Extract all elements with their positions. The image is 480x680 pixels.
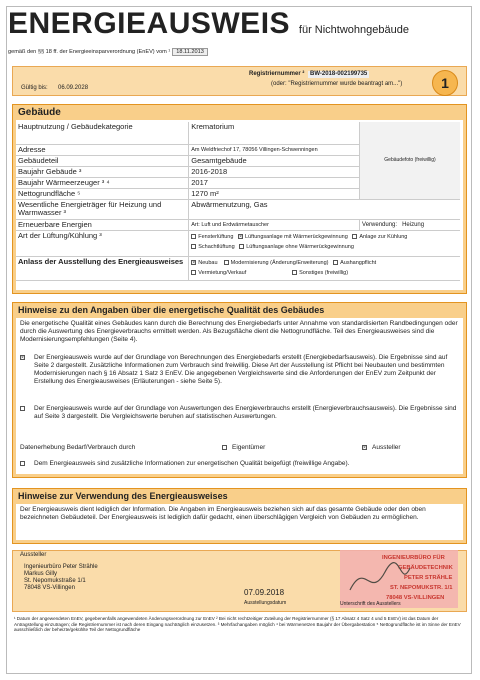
- row-value: 2017: [189, 177, 360, 188]
- signature-mark: [340, 550, 458, 608]
- issuer-line: St. Nepomukstraße 1/1: [24, 578, 86, 584]
- row-value: Art: Luft und Erdwärmetauscher: [189, 219, 360, 230]
- checkbox[interactable]: [191, 234, 196, 239]
- registry-box: [12, 66, 467, 96]
- issue-date-label: Ausstellungsdatum: [244, 600, 287, 606]
- svg-text:GEBÄUDETECHNIK: GEBÄUDETECHNIK: [398, 565, 453, 571]
- issuer-line: Ingenieurbüro Peter Strähle: [24, 564, 98, 570]
- checkbox-checked[interactable]: ×: [21, 355, 24, 361]
- row-label: Gebäudeteil: [16, 155, 189, 166]
- hints-intro: Die energetische Qualität eines Gebäudes kann durch die Berechnung des Energiebedarfs unter Annahme von standardisierten Randbedingungen oder durch die Auswertung des Energieverbrauchs ermittelt werden. Als Bezugsfläche dient die Nettogrundfläche. Teil des Energieausweises sind die Modernisierungsempfehlungen (Seite 4).: [20, 320, 458, 343]
- usage-value: Heizung: [402, 221, 425, 228]
- row-value: 2016-2018: [189, 166, 360, 177]
- regulation-line: gemäß den §§ 18 ff. der Energieeinsparverordnung (EnEV) vom ¹: [8, 49, 171, 55]
- row-value: 1270 m²: [189, 188, 360, 199]
- row-value: Abwärmenutzung, Gas: [189, 199, 460, 219]
- header: [8, 8, 463, 56]
- signature-label: Unterschrift des Ausstellers: [340, 601, 401, 607]
- row-value: Gesamtgebäude: [189, 155, 360, 166]
- checkbox[interactable]: [292, 270, 297, 275]
- row-label: Baujahr Wärmeerzeuger ³ ⁴: [16, 177, 189, 188]
- owner-option: Eigentümer: [232, 444, 266, 451]
- extra-info-option: Dem Energieausweis sind zusätzliche Informationen zur energetischen Qualität beigefügt (freiwillige Angabe).: [34, 460, 350, 467]
- data-collection-label: Datenerhebung Bedarf/Verbrauch durch: [20, 444, 136, 451]
- building-photo: Gebäudefoto (freiwillig): [360, 122, 460, 199]
- checkbox-checked[interactable]: ×: [363, 445, 366, 451]
- registry-note: (oder: "Registriernummer wurde beantragt am..."): [271, 81, 403, 87]
- row-value: Krematorium: [189, 122, 360, 144]
- building-section-title: Gebäude: [18, 107, 61, 118]
- checkbox[interactable]: [20, 461, 25, 466]
- issuer-option: Aussteller: [372, 444, 401, 451]
- hints-option-consumption: Der Energieausweis wurde auf der Grundlage von Auswertungen des Energieverbrauchs erstellt (Energieverbrauchsausweis). Die Ergebnisse sind auf Seite 3 dargestellt. Die Vergleichswerte beruhen auf statistischen Auswertungen.: [34, 405, 457, 420]
- svg-text:PETER STRÄHLE: PETER STRÄHLE: [404, 575, 453, 581]
- row-label: Baujahr Gebäude ³: [16, 166, 189, 177]
- row-label: Wesentliche Energieträger für Heizung und Warmwasser ³: [16, 199, 189, 219]
- hints-title: Hinweise zu den Angaben über die energetische Qualität des Gebäudes: [18, 305, 325, 315]
- issuer-label: Aussteller: [20, 552, 47, 558]
- issue-date: 07.09.2018: [244, 588, 285, 597]
- reason-options: × Neubau Modernisierung (Änderung/Erweiterung) Aushangpflicht Vermietung/Verkauf Sonstiges (freiwillig): [189, 256, 460, 280]
- document-title-suffix: für Nichtwohngebäude: [298, 24, 409, 36]
- svg-text:78048 VS-VILLINGEN: 78048 VS-VILLINGEN: [386, 595, 445, 601]
- registry-number: BW-2018-002199735: [310, 71, 368, 77]
- row-label: Adresse: [16, 144, 189, 155]
- issuer-line: Markus Gilly: [24, 571, 58, 577]
- checkbox[interactable]: [191, 270, 196, 275]
- regulation-date: 18.11.2013: [172, 48, 208, 56]
- checkbox[interactable]: [239, 244, 244, 249]
- issuer-stamp: [340, 550, 458, 608]
- svg-text:INGENIEURBÜRO FÜR: INGENIEURBÜRO FÜR: [382, 555, 445, 561]
- row-label: Nettogrundfläche ⁵: [16, 188, 189, 199]
- checkbox-checked[interactable]: ×: [192, 259, 196, 266]
- row-value: Am Weldfriechof 17, 78056 Villingen-Schwenningen: [189, 144, 360, 155]
- row-label: Hauptnutzung / Gebäudekategorie: [16, 122, 189, 144]
- issuer-line: 78048 VS-Villingen: [24, 585, 75, 591]
- ventilation-label: Art der Lüftung/Kühlung ³: [16, 230, 189, 256]
- page-number-badge: 1: [432, 70, 458, 96]
- checkbox[interactable]: [191, 244, 196, 249]
- checkbox[interactable]: [224, 260, 229, 265]
- valid-until-date: 06.09.2028: [58, 85, 89, 91]
- checkbox[interactable]: [333, 260, 338, 265]
- hints-option-demand: Der Energieausweis wurde auf der Grundlage von Berechnungen des Energiebedarfs erstellt (Energiebedarfsausweis). Die Ergebnisse sind auf Seite 2 dargestellt. Zusätzliche Informationen zum Verbrauch sind freiwillig. Diese Art der Ausstellung ist Pflicht bei Neubauten und bestimmten Modernisierungen nach § 16 Absatz 1 Satz 3 EnEV. Die angegebenen Vergleichswerte sind die Anforderungen der EnEV zum Zeitpunkt der Erstellung des Energieausweises (Erläuterungen - siehe Seite 5).: [34, 354, 448, 385]
- registry-label: Registriernummer ²: [249, 71, 305, 77]
- reason-label: Anlass der Ausstellung des Energieausweises: [16, 256, 189, 280]
- usage-label: Verwendung:: [362, 221, 398, 228]
- row-label: Erneuerbare Energien: [16, 219, 189, 230]
- footnotes: ¹ Datum der angewendeten EnEV, gegebenenfalls angewendeten Änderungsverordnung zur EnEV ² Bei nicht rechtzeitiger Zuteilung der Registriernummer (§ 17 Absatz 4 Satz 4 und 5 EnEV) ist das Datum der Antragstellung einzutragen; die Registriernummer ist nach deren Eingang nachträglich einzusetzen. ³ Mehrfachangaben möglich ⁴ bei Wärmenetzen Baujahr der Übergabestation ⁵ Nettogrundfläche ist im Sinne der EnEV ausschließlich der beheizte/gekühlte Teil der Nettogrundfläche: [14, 616, 461, 633]
- ventilation-options: Fensterlüftung × Lüftungsanlage mit Wärmerückgewinnung Anlage zur Kühlung Schachtlüftung Lüftungsanlage ohne Wärmerückgewinnung: [189, 230, 460, 256]
- svg-text:ST. NEPOMUKSTR. 1/1: ST. NEPOMUKSTR. 1/1: [390, 585, 453, 591]
- checkbox[interactable]: [20, 406, 25, 411]
- checkbox-checked[interactable]: ×: [239, 233, 242, 240]
- usage-hints-text: Der Energieausweis dient lediglich der Information. Die Angaben im Energieausweis beziehen sich auf das gesamte Gebäude oder den oben bezeichneten Gebäudeteil. Der Energieausweis ist lediglich dafür gedacht, einen überschlägigen Vergleich von Gebäuden zu ermöglichen.: [20, 506, 426, 521]
- building-table: [16, 122, 460, 281]
- document-title: ENERGIEAUSWEIS: [8, 7, 291, 40]
- checkbox[interactable]: [222, 445, 227, 450]
- usage-hints-title: Hinweise zur Verwendung des Energieausweises: [18, 491, 228, 501]
- valid-until-label: Gültig bis:: [21, 85, 48, 91]
- checkbox[interactable]: [352, 234, 357, 239]
